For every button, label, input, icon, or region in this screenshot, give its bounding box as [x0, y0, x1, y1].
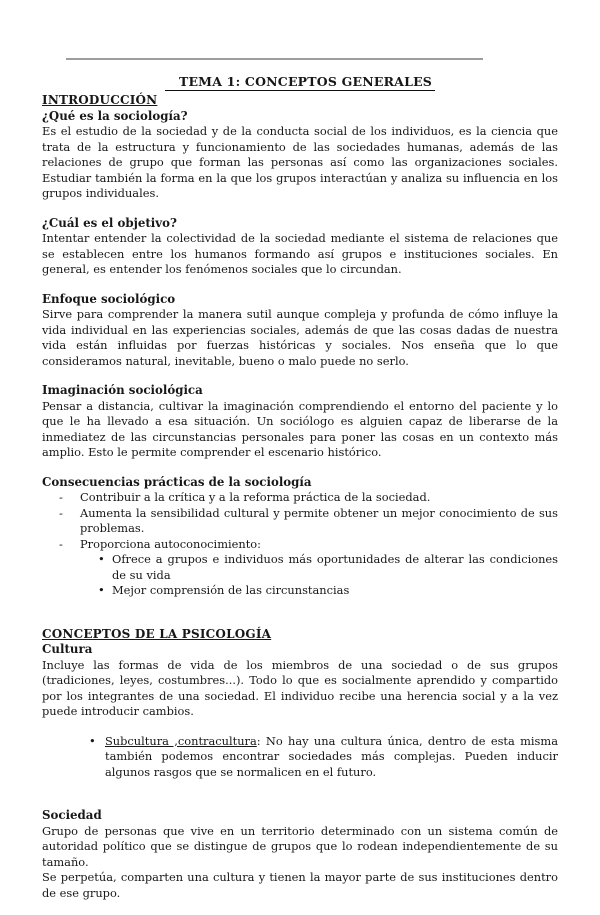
document-content [42, 74, 558, 915]
list-item [42, 537, 558, 553]
paragraph-que-es-la-sociologia: Es el estudio de la sociedad y de la conducta social de los individuos, es la ciencia que trata de la estructura y funcionamiento de las sociedades humanas, además de las relaciones de grupo que forman las personas así como las organizaciones sociales. Estudiar también la forma en la que los grupos interactúan y analiza su influencia en los grupos individuales. [42, 124, 558, 200]
section-heading-introduccion: INTRODUCCIÓN [42, 93, 158, 107]
dash-marker: - [59, 505, 63, 520]
sub-list-item-text: Ofrece a grupos e individuos más oportunidades de alterar las condiciones de su vida [112, 552, 558, 582]
subheading-cultura: Cultura [42, 642, 93, 656]
bullet-marker: • [98, 583, 105, 597]
paragraph-sociedad-2: Se perpetúa, comparten una cultura y tienen la mayor parte de sus instituciones dentro de ese grupo. [42, 870, 558, 900]
paragraph-cultura: Incluye las formas de vida de los miembros de una sociedad o de sus grupos (tradiciones, leyes, costumbres...). Todo lo que es socialmente aprendido y compartido por los integrantes de una sociedad. El individuo recibe una herencia social y a la vez puede introducir cambios. [42, 657, 558, 718]
list-item-text: Aumenta la sensibilidad cultural y permite obtener un mejor conocimiento de sus problemas. [80, 505, 558, 535]
page-title-text: TEMA 1: CONCEPTOS GENERALES [165, 74, 435, 91]
paragraph-objetivo: Intentar entender la colectividad de la sociedad mediante el sistema de relaciones que se establecen entre los humanos formando así grupos e instituciones sociales. En general, es entender los fenómenos sociales que lo circundan. [42, 231, 558, 276]
dash-marker: - [59, 490, 63, 504]
subheading-enfoque-sociologico: Enfoque sociológico [42, 291, 176, 306]
bullet-marker: • [98, 552, 105, 566]
list-item [42, 506, 558, 537]
sub-list-item [42, 552, 558, 583]
dash-marker: - [59, 536, 63, 551]
paragraph-imaginacion-sociologica: Pensar a distancia, cultivar la imaginación comprendiendo el entorno del paciente y lo que le ha llevado a esa situación. Un sociólogo es alguien capaz de liberarse de la inmediatez de las circunstancias personales para poner las cosas en un contexto más amplio. Esto le permite comprender el escenario histórico. [42, 398, 558, 459]
consecuencias-list [42, 490, 558, 599]
subheading-cual-es-el-objetivo: ¿Cuál es el objetivo? [42, 215, 177, 230]
page-title [42, 74, 558, 91]
sub-list-item [42, 583, 558, 599]
section-heading-conceptos-psicologia: CONCEPTOS DE LA PSICOLOGÍA [42, 626, 272, 641]
subheading-imaginacion-sociologica: Imaginación sociológica [42, 383, 203, 397]
subheading-sociedad: Sociedad [42, 808, 102, 822]
section-spacer [42, 794, 558, 808]
sub-list-item-text: Mejor comprensión de las circunstancias [112, 583, 350, 597]
paragraph-sociedad-1: Grupo de personas que vive en un territorio determinado con un sistema común de autoridad político que se distingue de grupos que lo rodean independientemente de su tamaño. [42, 823, 558, 869]
subheading-que-es-la-sociologia: ¿Qué es la sociología? [42, 108, 188, 123]
paragraph-enfoque-sociologico: Sirve para comprender la manera sutil aunque compleja y profunda de cómo influye la vida individual en las experiencias sociales, además de que las cosas dadas de nuestra vida están influidas por fuerzas históricas y sociales. Nos enseña que lo que consideramos natural, inevitable, bueno o malo puede no serlo. [42, 307, 558, 368]
cultura-bullet-list [42, 734, 558, 781]
list-item-text: Contribuir a la crítica y a la reforma práctica de la sociedad. [80, 490, 431, 504]
bullet-item-subcultura [42, 734, 558, 781]
subheading-consecuencias-practicas: Consecuencias prácticas de la sociología [42, 474, 312, 489]
header-rule [66, 58, 483, 60]
bullet-rest-text: : No hay una cultura única, dentro de esta misma también podemos encontrar sociedades más complejas. Pueden inducir algunos rasgos que se normalicen en el futuro. [105, 733, 558, 779]
bullet-lead-text: Subcultura ,contracultura [105, 733, 257, 748]
section-spacer [42, 613, 558, 627]
bullet-marker: • [89, 733, 96, 748]
list-item-text: Proporciona autoconocimiento: [80, 536, 261, 551]
list-item [42, 490, 558, 506]
